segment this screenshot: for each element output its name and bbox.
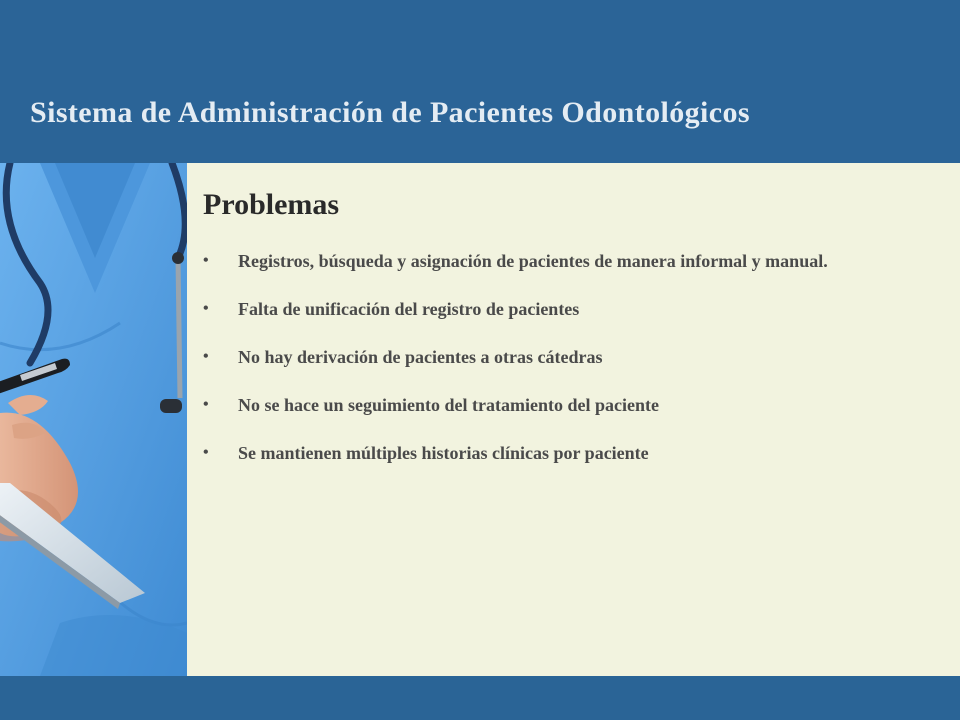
list-item	[203, 243, 943, 279]
list-item	[203, 339, 943, 375]
bullet-icon: •	[203, 300, 209, 317]
slide-footer-band	[0, 676, 960, 720]
list-item	[203, 435, 943, 471]
list-item	[203, 387, 943, 423]
bullet-icon: •	[203, 348, 209, 365]
list-item-text: No hay derivación de pacientes a otras cátedras	[238, 347, 603, 367]
section-heading: Problemas	[203, 188, 340, 221]
list-item	[203, 291, 943, 327]
slide-title: Sistema de Administración de Pacientes Odontológicos	[30, 96, 750, 129]
nurse-photo	[0, 163, 187, 676]
list-item-text: No se hace un seguimiento del tratamiento del paciente	[238, 395, 659, 415]
bullet-icon: •	[203, 252, 209, 269]
bullet-icon: •	[203, 444, 209, 461]
nurse-illustration	[0, 163, 187, 676]
list-item-text: Registros, búsqueda y asignación de pacientes de manera informal y manual.	[238, 251, 828, 271]
content-panel	[187, 163, 960, 676]
slide-header	[0, 0, 960, 163]
list-item-text: Se mantienen múltiples historias clínicas por paciente	[238, 443, 649, 463]
list-item-text: Falta de unificación del registro de pacientes	[238, 299, 580, 319]
bullet-icon: •	[203, 396, 209, 413]
problems-list	[203, 243, 943, 483]
